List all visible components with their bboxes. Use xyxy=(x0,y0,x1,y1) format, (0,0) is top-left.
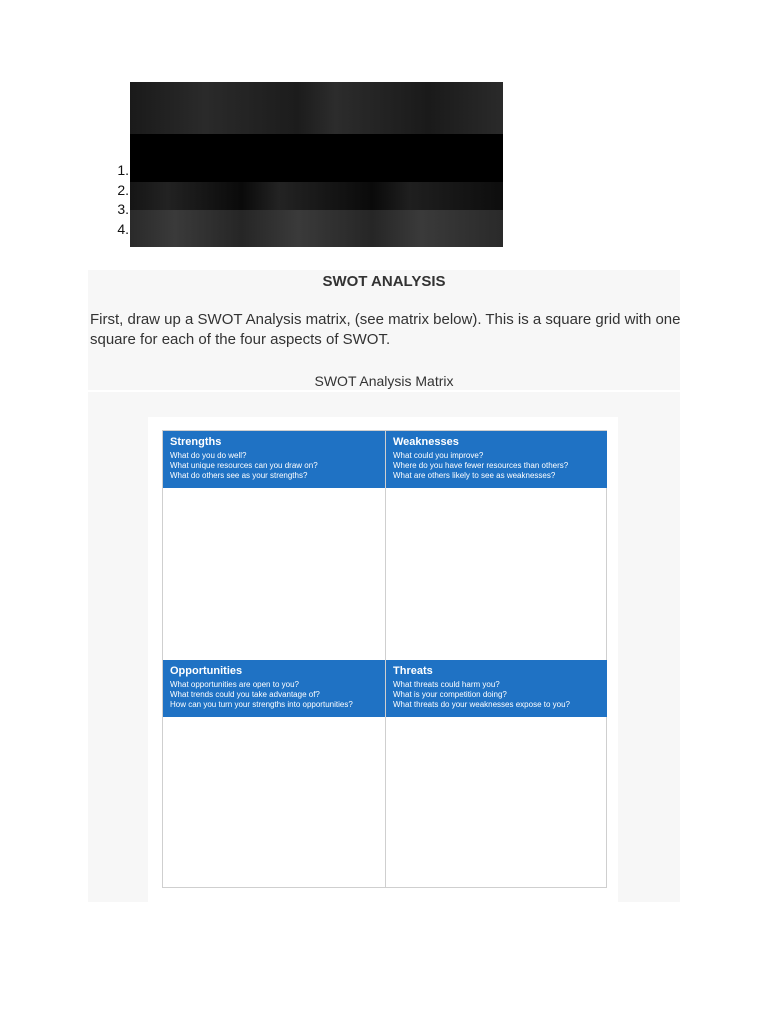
strengths-header xyxy=(163,431,385,488)
quadrant-question: What trends could you take advantage of? xyxy=(170,690,320,699)
quadrant-title: Weaknesses xyxy=(393,436,459,448)
quadrant-question: What do you do well? xyxy=(170,451,247,460)
quadrant-question: What are others likely to see as weaknesses? xyxy=(393,471,556,480)
threats-header xyxy=(386,660,607,717)
quadrant-question: What could you improve? xyxy=(393,451,484,460)
section-title: SWOT ANALYSIS xyxy=(322,273,446,290)
opportunities-header xyxy=(163,660,385,717)
image-band-middle xyxy=(130,182,503,210)
list-item: 3. xyxy=(117,201,129,217)
quadrant-question: What threats could harm you? xyxy=(393,680,500,689)
quadrant-question: How can you turn your strengths into opportunities? xyxy=(170,700,353,709)
quadrant-title: Opportunities xyxy=(170,665,243,677)
weaknesses-header xyxy=(386,431,607,488)
dark-image xyxy=(130,82,503,247)
quadrant-question: What is your competition doing? xyxy=(393,690,507,699)
numbered-list xyxy=(95,161,129,239)
intro-paragraph: First, draw up a SWOT Analysis matrix, (see matrix below). This is a square grid with one square for each of the four aspects of SWOT. xyxy=(90,311,681,348)
list-item: 4. xyxy=(117,220,129,237)
quadrant-question: What do others see as your strengths? xyxy=(170,471,308,480)
quadrant-question: What unique resources can you draw on? xyxy=(170,461,318,470)
matrix-caption: SWOT Analysis Matrix xyxy=(314,373,454,389)
image-band-top xyxy=(130,82,503,134)
list-item: 1. xyxy=(117,162,129,178)
swot-matrix xyxy=(162,430,607,888)
quadrant-title: Strengths xyxy=(170,436,222,448)
list-item: 2. xyxy=(117,181,129,198)
quadrant-question: What opportunities are open to you? xyxy=(170,680,299,689)
swot-text-panel xyxy=(88,270,680,390)
image-band-bottom xyxy=(130,210,503,247)
quadrant-question: Where do you have fewer resources than others? xyxy=(393,461,569,470)
vertical-divider xyxy=(385,431,386,887)
quadrant-title: Threats xyxy=(393,665,433,677)
quadrant-question: What threats do your weaknesses expose to you? xyxy=(393,700,570,709)
